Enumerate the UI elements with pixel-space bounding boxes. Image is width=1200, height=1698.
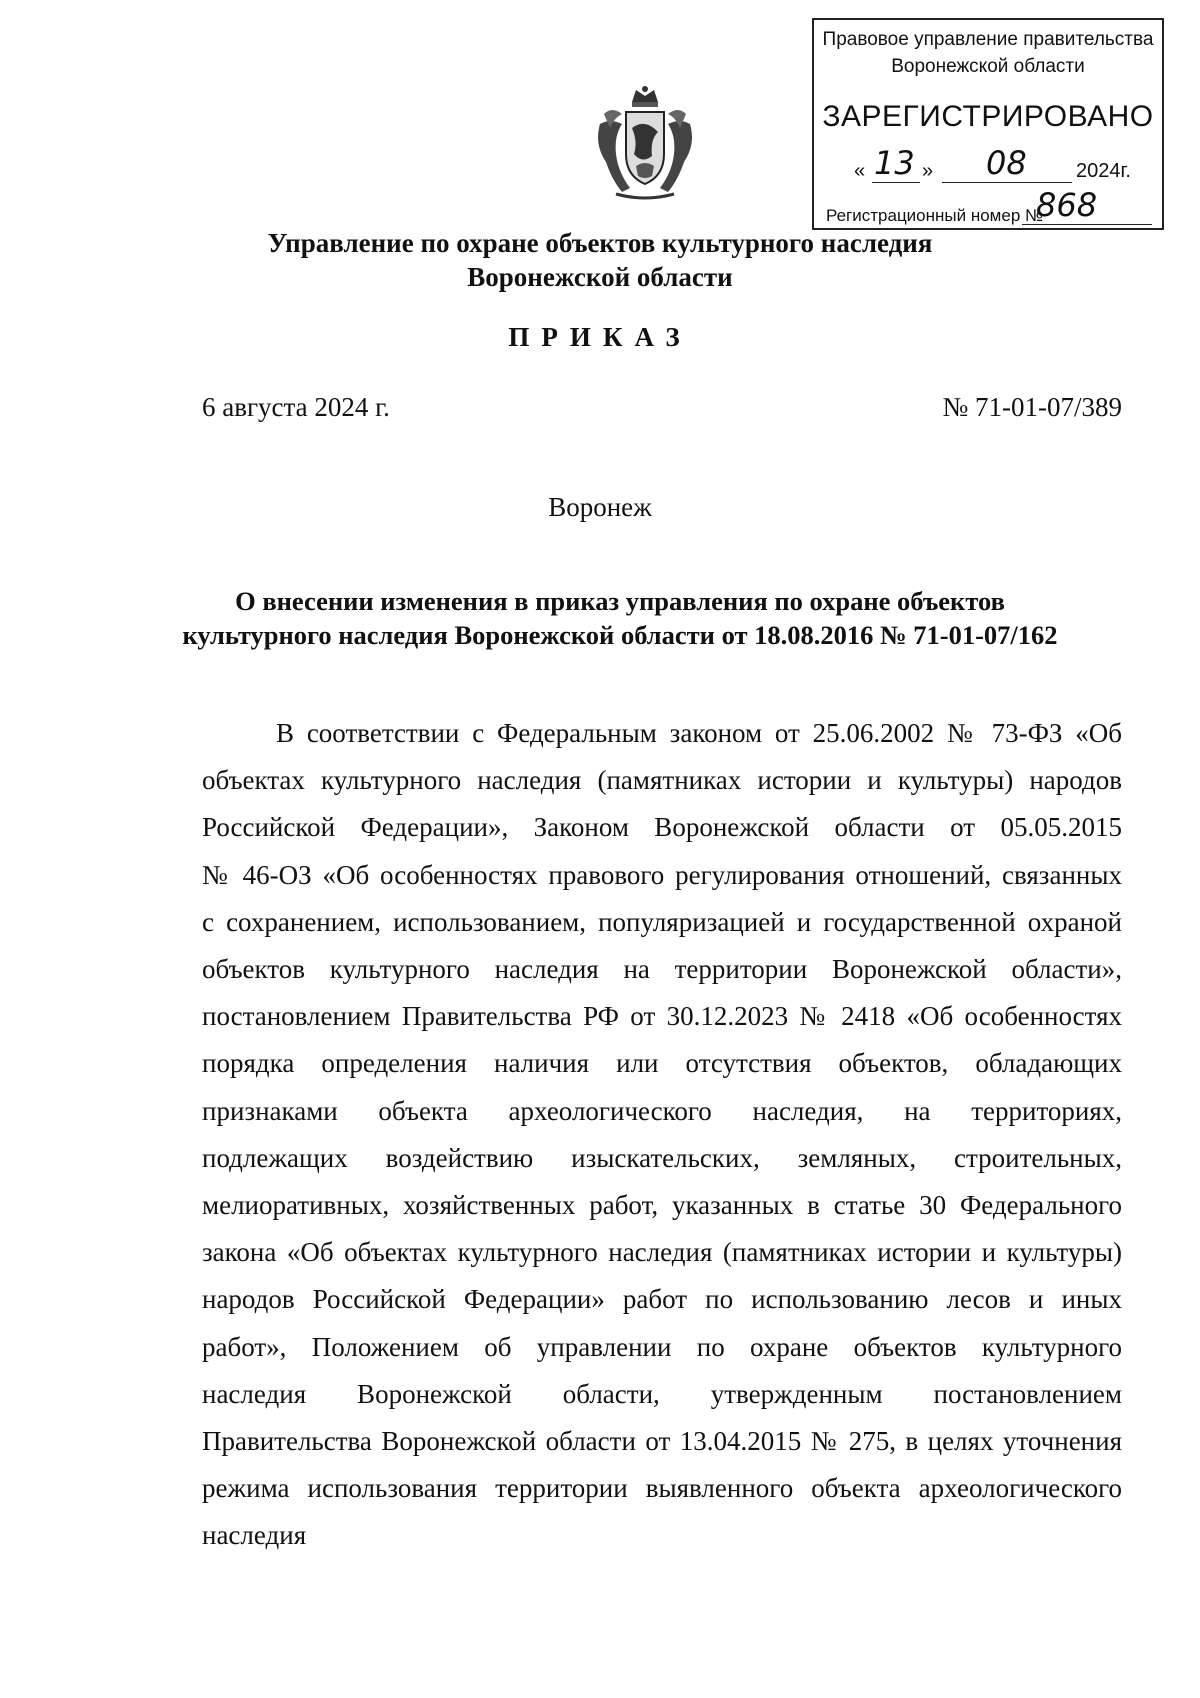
body-line: порядка определения наличия или отсутствия объектов, обладающих [202,1048,1122,1079]
body-line: наследия Воронежской области, утвержденным постановлением [202,1378,1122,1409]
stamp-date-row [854,144,1154,188]
subject-line2: культурного наследия Воронежской области от 18.08.2016 № 71-01-07/162 [182,620,1058,650]
subject-line1: О внесении изменения в приказ управления по охране объектов [235,586,1005,616]
document-number: № 71-01-07/389 [942,392,1122,422]
stamp-year: 2024г. [1076,160,1131,182]
body-line: мелиоративных, хозяйственных работ, указанных в статье 30 Федерального [202,1190,1122,1221]
body-line: В соответствии с Федеральным законом от 25.06.2002 № 73-ФЗ «Об [276,718,1122,748]
body-line: Правительства Воронежской области от 13.04.2015 № 275, в целях уточнения [202,1426,1122,1457]
stamp-number-label: Регистрационный номер № [826,206,1044,225]
body-line: режима использования территории выявленного объекта археологического [202,1473,1122,1504]
document-city: Воронеж [548,492,652,522]
stamp-org-line1: Правовое управление правительства [822,29,1154,50]
stamp-day-underline [872,182,920,183]
body-line: признаками объекта археологического наследия, на территориях, [202,1095,1122,1126]
body-line: Российской Федерации», Законом Воронежской области от 05.05.2015 [202,812,1122,843]
stamp-day: 13 [874,144,915,182]
stamp-close-quote: » [922,160,934,182]
body-line: с сохранением, использованием, популяризацией и государственной охраной [202,906,1122,937]
registration-stamp [812,18,1164,230]
issuer-name-line2: Воронежской области [467,262,733,292]
body-line: объектов культурного наследия на территории Воронежской области», [202,954,1122,985]
body-line: № 46-ОЗ «Об особенностях правового регулирования отношений, связанных [202,859,1122,890]
body-line: работ», Положением об управлении по охране объектов культурного [202,1331,1122,1362]
stamp-organization [814,26,1162,80]
coat-of-arms-icon [592,84,698,202]
stamp-month-underline [942,182,1072,183]
document-date: 6 августа 2024 г. [202,392,390,422]
stamp-org-line2: Воронежской области [891,56,1085,77]
body-line: закона «Об объектах культурного наследия (памятниках истории и культуры) [202,1237,1122,1268]
stamp-registered-label: ЗАРЕГИСТРИРОВАНО [822,100,1154,133]
stamp-number-underline [1022,224,1152,225]
body-line: постановлением Правительства РФ от 30.12.2023 № 2418 «Об особенностях [202,1001,1122,1032]
body-line: подлежащих воздействию изыскательских, земляных, строительных, [202,1142,1122,1173]
document-type-title: ПРИКАЗ [508,322,692,352]
stamp-open-quote: « [854,160,866,182]
document-subject [180,584,1060,652]
issuer-name-line1: Управление по охране объектов культурного наследия [267,228,933,258]
body-line: наследия [202,1520,307,1551]
stamp-number-value: 868 [1036,186,1098,224]
body-line: объектах культурного наследия (памятниках истории и культуры) народов [202,765,1122,796]
body-line: народов Российской Федерации» работ по использованию лесов и иных [202,1284,1122,1315]
stamp-month: 08 [986,144,1027,182]
document-body [202,710,1122,1560]
stamp-number-row [826,186,1162,226]
